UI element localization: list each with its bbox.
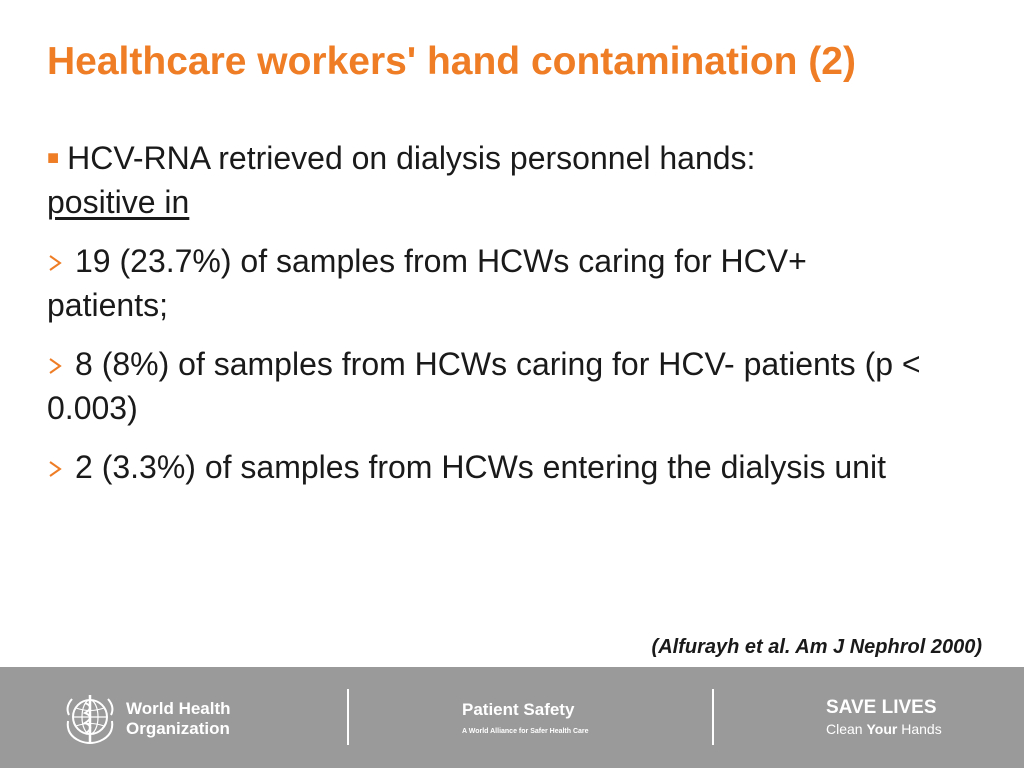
sub-point-1 bbox=[47, 239, 927, 327]
save-lives-hands: Hands bbox=[901, 721, 942, 737]
save-lives-subtitle bbox=[826, 721, 942, 737]
save-lives-clean: Clean bbox=[826, 721, 863, 737]
main-point-text: HCV-RNA retrieved on dialysis personnel hands: bbox=[67, 140, 756, 176]
who-name bbox=[126, 699, 231, 739]
square-bullet-icon: ■ bbox=[47, 147, 60, 169]
footer-divider bbox=[347, 689, 349, 745]
main-point bbox=[47, 136, 927, 224]
sub-point-text: 19 (23.7%) of samples from HCWs caring for HCV+ patients; bbox=[47, 243, 807, 323]
chevron-bullet-icon bbox=[47, 254, 63, 272]
citation: (Alfurayh et al. Am J Nephrol 2000) bbox=[651, 636, 982, 658]
footer-bar bbox=[0, 667, 1024, 768]
patient-safety-subtitle: A World Alliance for Safer Health Care bbox=[462, 728, 589, 735]
save-lives-title: SAVE LIVES bbox=[826, 697, 937, 718]
save-lives-your: Your bbox=[866, 721, 898, 737]
who-emblem-icon bbox=[60, 689, 120, 749]
slide-title: Healthcare workers' hand contamination (2) bbox=[47, 40, 856, 83]
sub-point-3 bbox=[47, 445, 927, 489]
sub-point-text: 8 (8%) of samples from HCWs caring for HCV- patients (p < 0.003) bbox=[47, 346, 921, 426]
main-point-underlined: positive in bbox=[47, 184, 190, 220]
footer-divider bbox=[712, 689, 714, 745]
chevron-bullet-icon bbox=[47, 460, 63, 478]
slide-body bbox=[47, 136, 927, 504]
who-line-1: World Health bbox=[126, 699, 231, 718]
sub-point-text: 2 (3.3%) of samples from HCWs entering the dialysis unit bbox=[75, 449, 886, 485]
chevron-bullet-icon bbox=[47, 357, 63, 375]
patient-safety-title: Patient Safety bbox=[462, 700, 575, 719]
who-line-2: Organization bbox=[126, 719, 230, 738]
sub-point-2 bbox=[47, 342, 927, 430]
